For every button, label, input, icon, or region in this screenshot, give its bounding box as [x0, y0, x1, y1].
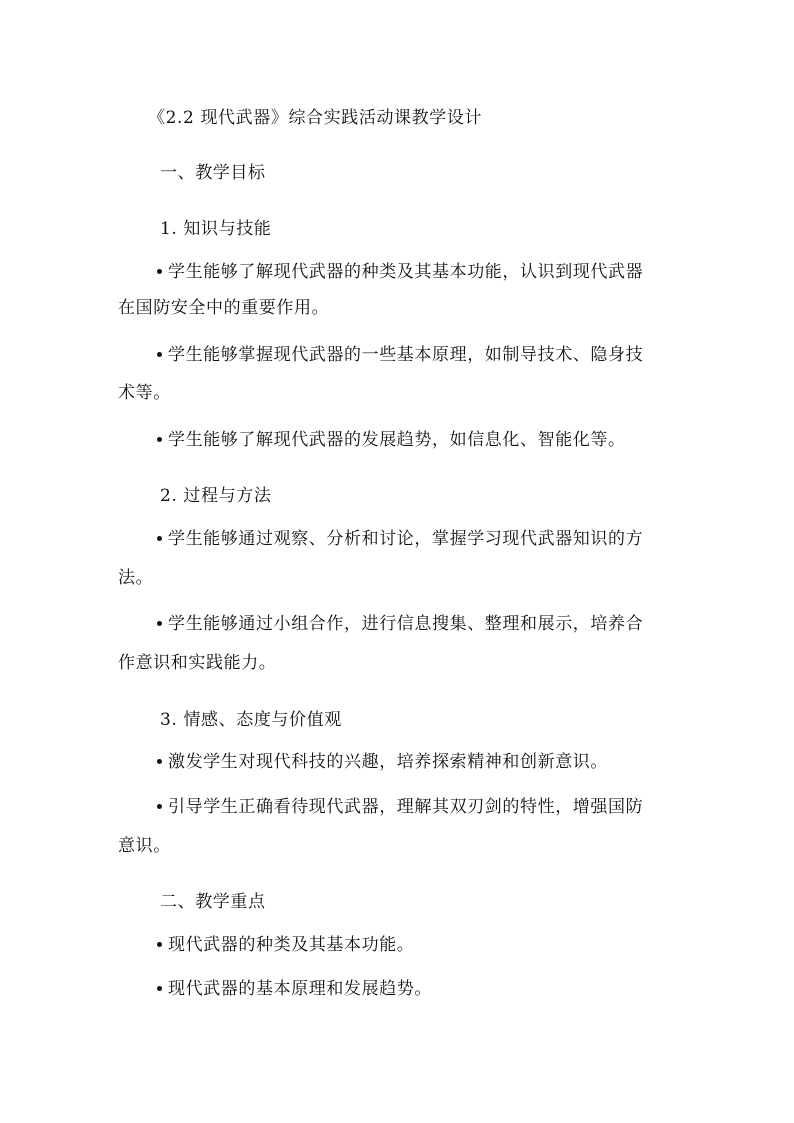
list-item: [157, 797, 643, 817]
section-heading-key-points: 二、教学重点: [160, 892, 266, 912]
list-item-text: 激发学生对现代科技的兴趣，培养探索精神和创新意识。: [168, 752, 608, 772]
list-item-continuation: 术等。: [118, 383, 171, 403]
list-item: [157, 752, 608, 772]
section-heading-objectives: 一、教学目标: [160, 163, 266, 183]
list-item: [157, 614, 643, 634]
list-item-text: 学生能够通过观察、分析和讨论，掌握学习现代武器知识的方: [168, 529, 644, 549]
list-item-text: 引导学生正确看待现代武器，理解其双刃剑的特性，增强国防: [168, 797, 644, 817]
list-item: [157, 430, 626, 450]
list-item: [157, 529, 643, 549]
list-item-text: 学生能够了解现代武器的发展趋势，如信息化、智能化等。: [168, 430, 626, 450]
list-item-text: 学生能够掌握现代武器的一些基本原理，如制导技术、隐身技: [168, 345, 644, 365]
list-item-continuation: 在国防安全中的重要作用。: [118, 298, 330, 318]
subsection-heading-process: 2. 过程与方法: [160, 486, 272, 506]
list-item-continuation: 作意识和实践能力。: [118, 653, 277, 673]
list-item-text: 现代武器的基本原理和发展趋势。: [168, 979, 432, 999]
list-item: [157, 262, 643, 282]
subsection-heading-values: 3. 情感、态度与价值观: [160, 710, 342, 730]
list-item-text: 学生能够了解现代武器的种类及其基本功能，认识到现代武器: [168, 262, 644, 282]
list-item-text: 现代武器的种类及其基本功能。: [168, 935, 415, 955]
subsection-heading-knowledge: 1. 知识与技能: [160, 219, 272, 239]
document-title: 《2.2 现代武器》综合实践活动课教学设计: [148, 108, 483, 128]
list-item-continuation: 意识。: [118, 836, 171, 856]
list-item: [157, 345, 643, 365]
list-item: [157, 935, 414, 955]
list-item: [157, 979, 432, 999]
list-item-continuation: 法。: [118, 568, 154, 588]
list-item-text: 学生能够通过小组合作，进行信息搜集、整理和展示，培养合: [168, 614, 644, 634]
